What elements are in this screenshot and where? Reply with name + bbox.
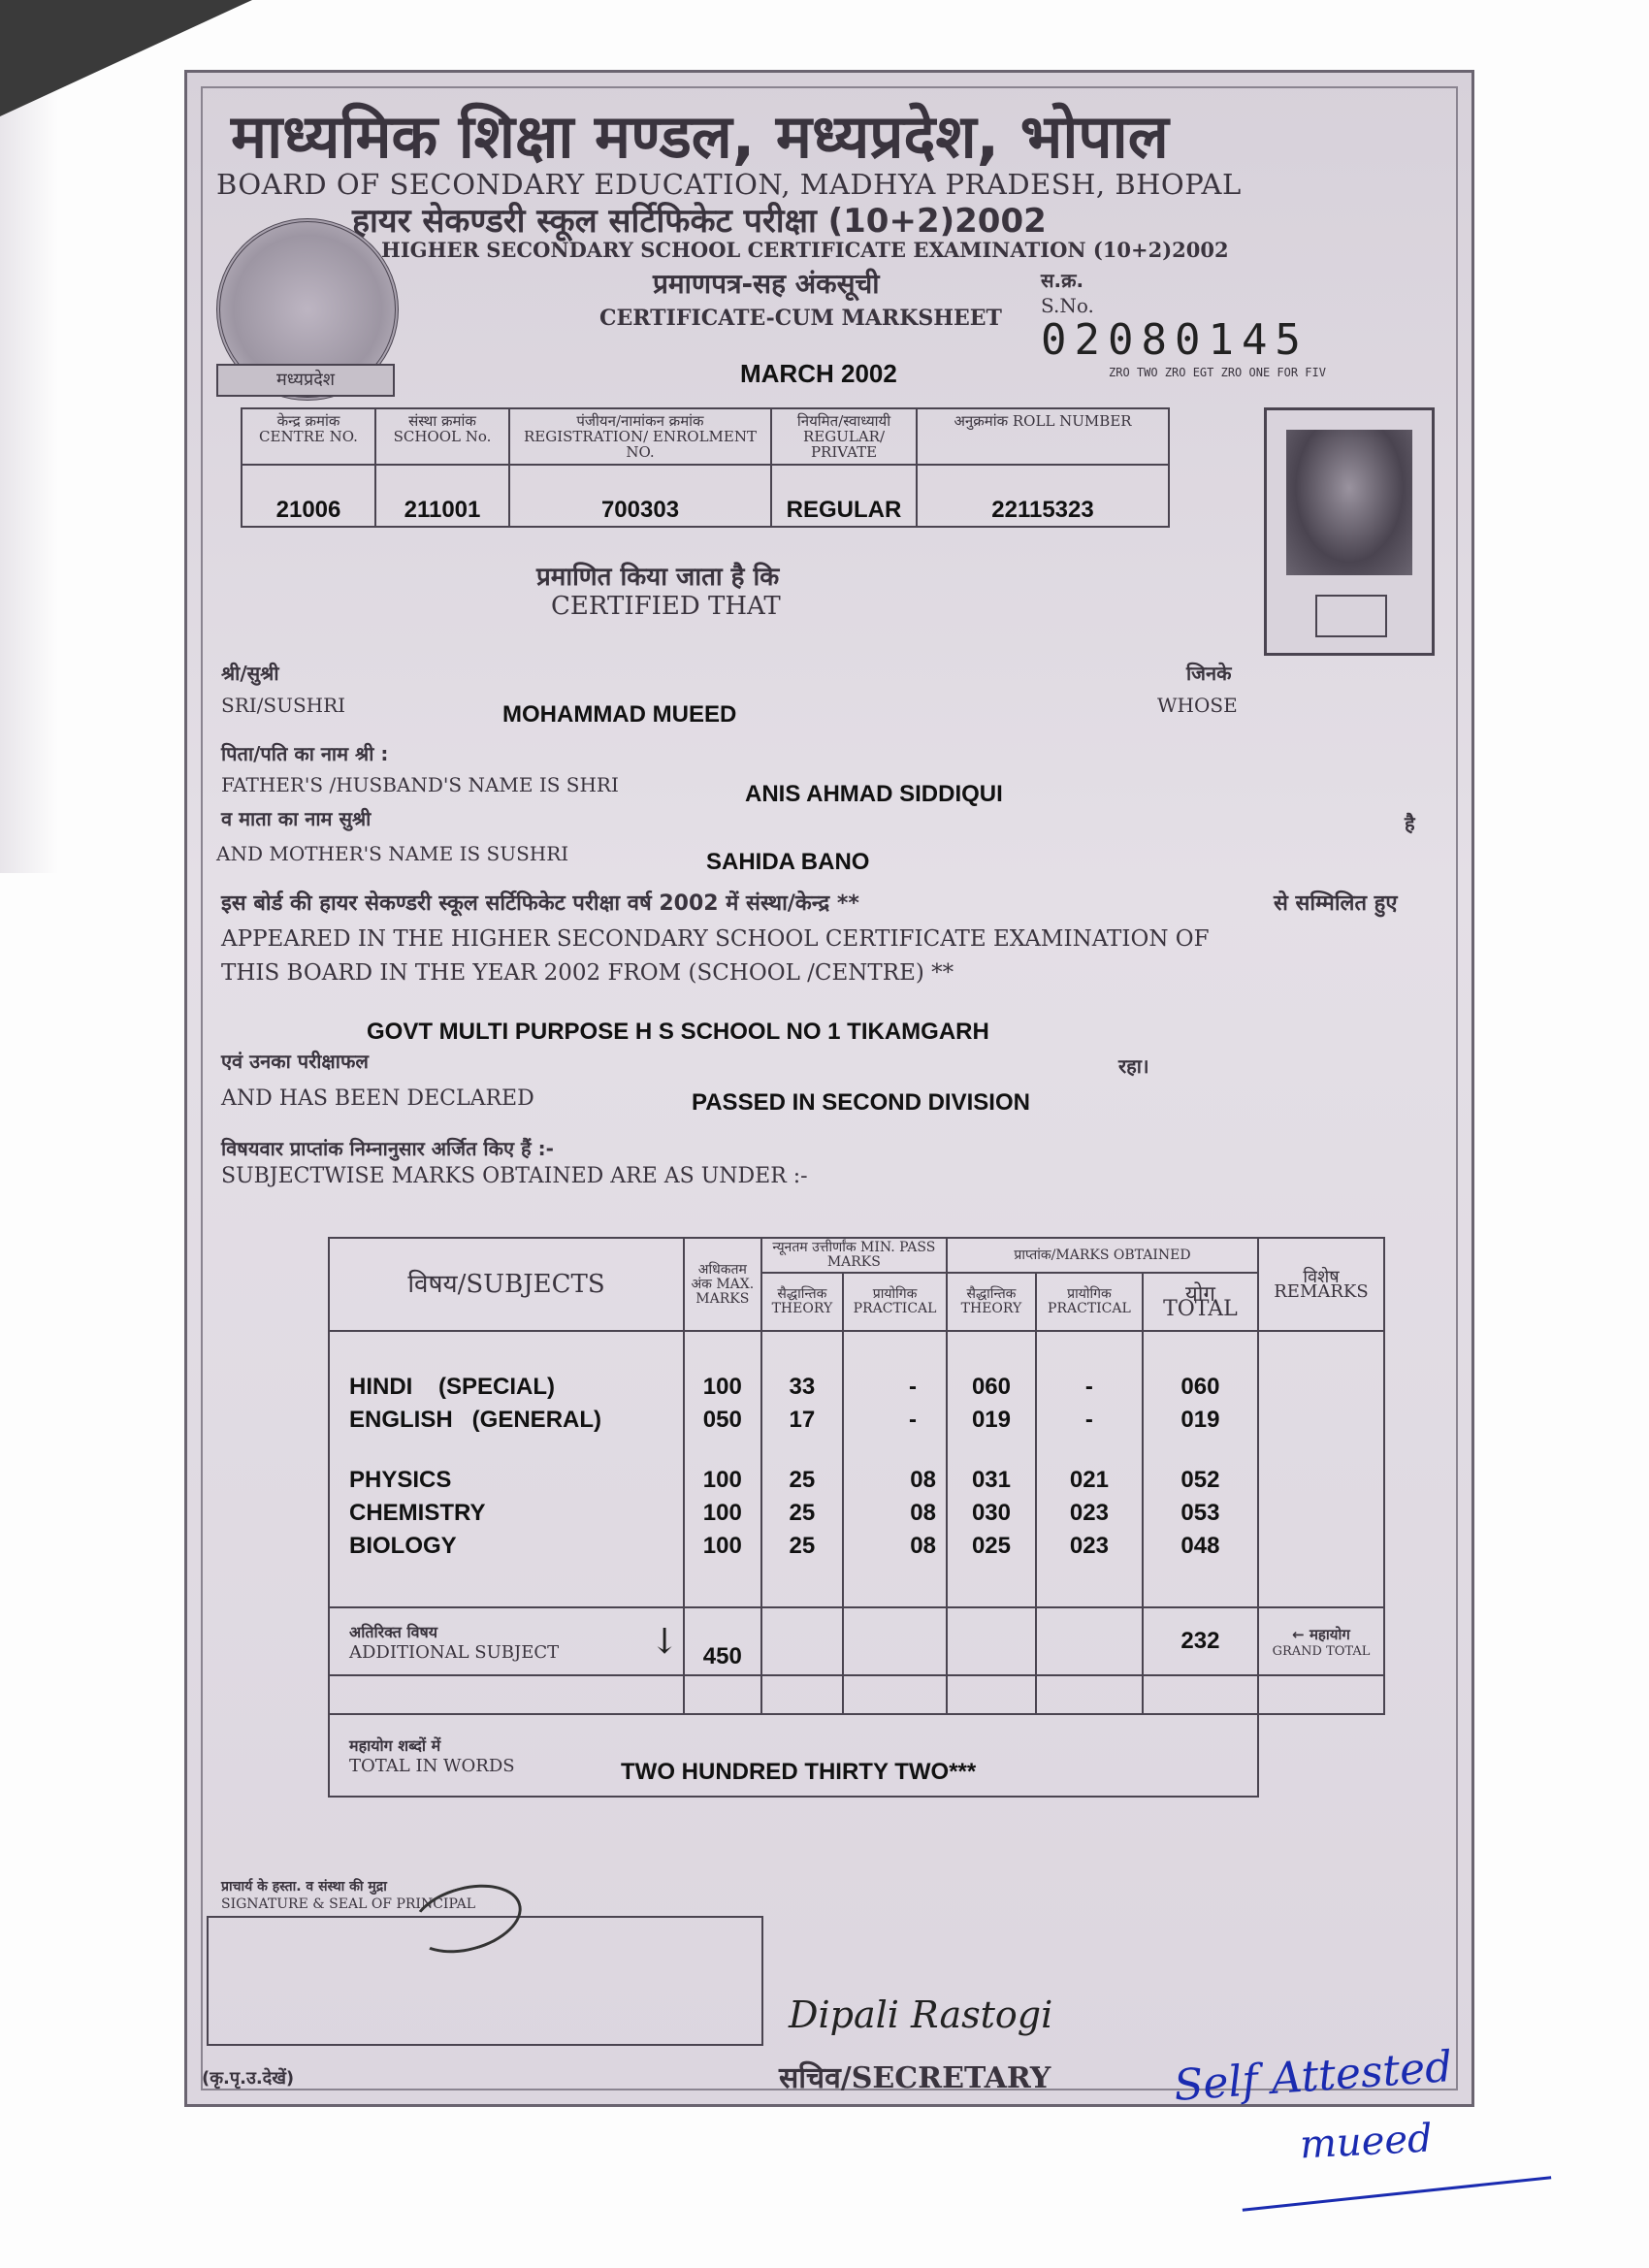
registration-number: 700303 (509, 465, 771, 527)
min-practical-mark: 08 (910, 1500, 936, 1526)
down-arrow-icon: ↓ (650, 1622, 680, 1662)
candidate-id-table (241, 407, 1170, 528)
secretary-english: SECRETARY (851, 2061, 1051, 2095)
self-attested-note: Self Attested (1172, 2042, 1454, 2111)
whose-english: WHOSE (1157, 694, 1238, 717)
roll-number: 22115323 (917, 465, 1169, 527)
total-in-words-english: TOTAL IN WORDS (349, 1756, 515, 1776)
father-name: ANIS AHMAD SIDDIQUI (745, 781, 1003, 807)
min-theory-header: सैद्धान्तिक THEORY (761, 1273, 843, 1331)
appeared-hindi-end: से सम्मिलित हुए (1274, 891, 1398, 916)
practical-mark: 023 (1069, 1533, 1109, 1559)
empty-cell (843, 1607, 947, 1675)
sno-label-hindi: स.क्र. (1041, 269, 1084, 292)
raha-hindi: रहा। (1118, 1054, 1149, 1078)
centre-number: 21006 (242, 465, 375, 527)
roll-label: अनुक्रमांक ROLL NUMBER (917, 408, 1169, 465)
candidate-name: MOHAMMAD MUEED (502, 701, 737, 728)
grand-total-label-cell (1258, 1607, 1384, 1675)
min-pass-header: न्यूनतम उत्तीर्णांक MIN. PASS MARKS (761, 1238, 947, 1273)
signature-underline (1243, 2176, 1552, 2211)
exam-title-english: HIGHER SECONDARY SCHOOL CERTIFICATE EXAMINATION (10+2)2002 (381, 238, 1229, 262)
total-mark: 060 (1180, 1374, 1220, 1400)
empty-cell (1036, 1607, 1143, 1675)
result: PASSED IN SECOND DIVISION (692, 1089, 1030, 1116)
min-practical-mark: - (909, 1407, 917, 1433)
hai-hindi: है (1405, 812, 1415, 835)
total-column (1143, 1331, 1258, 1607)
regular-private: REGULAR (771, 465, 917, 527)
min-practical-mark: - (909, 1374, 917, 1400)
page-fold-shadow (0, 0, 58, 873)
total-header: योग TOTAL (1143, 1273, 1258, 1331)
subject-name: PHYSICS (349, 1467, 452, 1493)
total-mark: 053 (1180, 1500, 1220, 1526)
board-title-hindi: माध्यमिक शिक्षा मण्डल, मध्यप्रदेश, भोपाल (231, 101, 1169, 172)
empty-cell (329, 1675, 684, 1714)
principal-label-english: SIGNATURE & SEAL OF PRINCIPAL (221, 1896, 475, 1912)
subject-name: BIOLOGY (349, 1533, 457, 1559)
empty-cell (1258, 1714, 1384, 1797)
theory-mark: 030 (971, 1500, 1011, 1526)
result-english: AND HAS BEEN DECLARED (221, 1086, 534, 1111)
remarks-header: विशेष REMARKS (1258, 1238, 1384, 1331)
empty-cell (947, 1607, 1036, 1675)
result-hindi: एवं उनका परीक्षाफल (221, 1050, 369, 1073)
candidate-photo (1264, 407, 1435, 656)
secretary-signature: Dipali Rastogi (789, 1993, 1053, 2036)
practical-mark: - (1084, 1374, 1093, 1400)
school-number: 211001 (375, 465, 509, 527)
mother-english: AND MOTHER'S NAME IS SUSHRI (216, 842, 569, 865)
max-marks-column (684, 1331, 761, 1607)
practical-mark: 021 (1069, 1467, 1109, 1493)
sri-english: SRI/SUSHRI (221, 694, 346, 717)
theory-column (947, 1331, 1036, 1607)
empty-cell (761, 1675, 843, 1714)
school-name: GOVT MULTI PURPOSE H S SCHOOL NO 1 TIKAMGARH (367, 1019, 989, 1045)
exam-session: MARCH 2002 (740, 359, 897, 388)
centre-label: केन्द्र क्रमांक CENTRE NO. (242, 408, 375, 465)
remarks-cell (1258, 1331, 1384, 1607)
min-practical-mark: 08 (910, 1467, 936, 1493)
additional-subject-english: ADDITIONAL SUBJECT (349, 1641, 560, 1663)
max-mark: 100 (702, 1467, 742, 1493)
additional-subject-cell (329, 1607, 684, 1675)
min-theory-mark: 17 (789, 1407, 816, 1433)
secretary-hindi: सचिव/ (779, 2061, 852, 2095)
min-practical-column (843, 1331, 947, 1607)
theory-header: सैद्धान्तिक THEORY (947, 1273, 1036, 1331)
mother-name: SAHIDA BANO (706, 849, 870, 875)
max-total: 450 (684, 1607, 761, 1675)
min-theory-mark: 25 (789, 1500, 816, 1526)
empty-cell (1036, 1675, 1143, 1714)
appeared-english-line1: APPEARED IN THE HIGHER SECONDARY SCHOOL CERTIFICATE EXAMINATION OF (221, 926, 1210, 952)
subject-name: ENGLISH (GENERAL) (349, 1407, 602, 1433)
marks-obtained-header: प्राप्तांक/MARKS OBTAINED (947, 1238, 1258, 1273)
marksheet (184, 70, 1474, 2107)
grand-total-hindi: ← महायोग (1292, 1625, 1350, 1643)
total-in-words-hindi: महायोग शब्दों में (349, 1736, 441, 1755)
min-practical-header: प्रायोगिक PRACTICAL (843, 1273, 947, 1331)
seal-label: मध्यप्रदेश (216, 364, 395, 397)
subject-name: CHEMISTRY (349, 1500, 486, 1526)
min-theory-mark: 25 (789, 1467, 816, 1493)
max-mark: 100 (702, 1374, 742, 1400)
additional-subject-hindi: अतिरिक्त विषय (349, 1622, 438, 1641)
father-english: FATHER'S /HUSBAND'S NAME IS SHRI (221, 773, 619, 796)
practical-mark: - (1084, 1407, 1093, 1433)
min-practical-mark: 08 (910, 1533, 936, 1559)
appeared-hindi: इस बोर्ड की हायर सेकण्डरी स्कूल सर्टिफिकेट परीक्षा वर्ष 2002 में संस्था/केन्द्र ** (221, 891, 859, 916)
mother-hindi: व माता का नाम सुश्री (221, 807, 372, 830)
book-emblem (1315, 595, 1387, 637)
candidate-face (1286, 430, 1412, 575)
father-hindi: पिता/पति का नाम श्री : (221, 742, 389, 765)
doc-title-hindi: प्रमाणपत्र-सह अंकसूची (653, 268, 880, 300)
min-theory-mark: 33 (789, 1374, 816, 1400)
total-mark: 048 (1180, 1533, 1220, 1559)
doc-title-english: CERTIFICATE-CUM MARKSHEET (599, 306, 1002, 331)
certified-english: CERTIFIED THAT (551, 592, 781, 621)
practical-column (1036, 1331, 1143, 1607)
grand-total-english: GRAND TOTAL (1272, 1643, 1371, 1659)
theory-mark: 025 (971, 1533, 1011, 1559)
exam-title-hindi: हायर सेकण्डरी स्कूल सर्टिफिकेट परीक्षा (10+2)2002 (352, 202, 1047, 241)
empty-cell (1143, 1675, 1258, 1714)
max-mark: 100 (702, 1500, 742, 1526)
serial-number: 02080145 (1041, 315, 1309, 365)
min-theory-mark: 25 (789, 1533, 816, 1559)
subjects-header: विषय/SUBJECTS (329, 1238, 684, 1331)
grand-total: 232 (1143, 1607, 1258, 1675)
empty-cell (684, 1675, 761, 1714)
appeared-english-line2: THIS BOARD IN THE YEAR 2002 FROM (SCHOOL /CENTRE) ** (221, 960, 954, 986)
subjectwise-hindi: विषयवार प्राप्तांक निम्नानुसार अर्जित किए हैं :- (221, 1137, 554, 1160)
sno-label-english: S.No. (1041, 294, 1094, 317)
total-mark: 052 (1180, 1467, 1220, 1493)
empty-cell (1258, 1675, 1384, 1714)
whose-hindi: जिनके (1186, 662, 1232, 685)
theory-mark: 019 (971, 1407, 1011, 1433)
theory-mark: 031 (971, 1467, 1011, 1493)
principal-label-hindi: प्राचार्य के हस्ता. व संस्था की मुद्रा (221, 1879, 387, 1895)
practical-header: प्रायोगिक PRACTICAL (1036, 1273, 1143, 1331)
subjectwise-english: SUBJECTWISE MARKS OBTAINED ARE AS UNDER :- (221, 1164, 808, 1188)
sri-hindi: श्री/सुश्री (221, 662, 279, 685)
please-turn-over: (कृ.पृ.उ.देखें) (202, 2068, 295, 2089)
subject-list (329, 1331, 684, 1607)
attester-signature: mueed (1298, 2116, 1434, 2168)
board-title-english: BOARD OF SECONDARY EDUCATION, MADHYA PRADESH, BHOPAL (216, 168, 1242, 201)
max-marks-header: अधिकतम अंक MAX. MARKS (684, 1238, 761, 1331)
regular-label: नियमित/स्वाध्यायी REGULAR/ PRIVATE (771, 408, 917, 465)
empty-cell (761, 1607, 843, 1675)
empty-cell (843, 1675, 947, 1714)
max-mark: 050 (702, 1407, 742, 1433)
total-in-words: TWO HUNDRED THIRTY TWO*** (621, 1759, 977, 1785)
max-mark: 100 (702, 1533, 742, 1559)
marks-table (328, 1237, 1385, 1798)
theory-mark: 060 (971, 1374, 1011, 1400)
certified-hindi: प्रमाणित किया जाता है कि (536, 563, 780, 592)
min-theory-column (761, 1331, 843, 1607)
total-mark: 019 (1180, 1407, 1220, 1433)
serial-number-words: ZRO TWO ZRO EGT ZRO ONE FOR FIV (1109, 366, 1326, 379)
empty-cell (947, 1675, 1036, 1714)
subject-name: HINDI (SPECIAL) (349, 1374, 556, 1400)
secretary-label (779, 2057, 1051, 2096)
total-in-words-cell (329, 1714, 1258, 1797)
practical-mark: 023 (1069, 1500, 1109, 1526)
school-label: संस्था क्रमांक SCHOOL No. (375, 408, 509, 465)
registration-label: पंजीयन/नामांकन क्रमांक REGISTRATION/ ENROLMENT NO. (509, 408, 771, 465)
